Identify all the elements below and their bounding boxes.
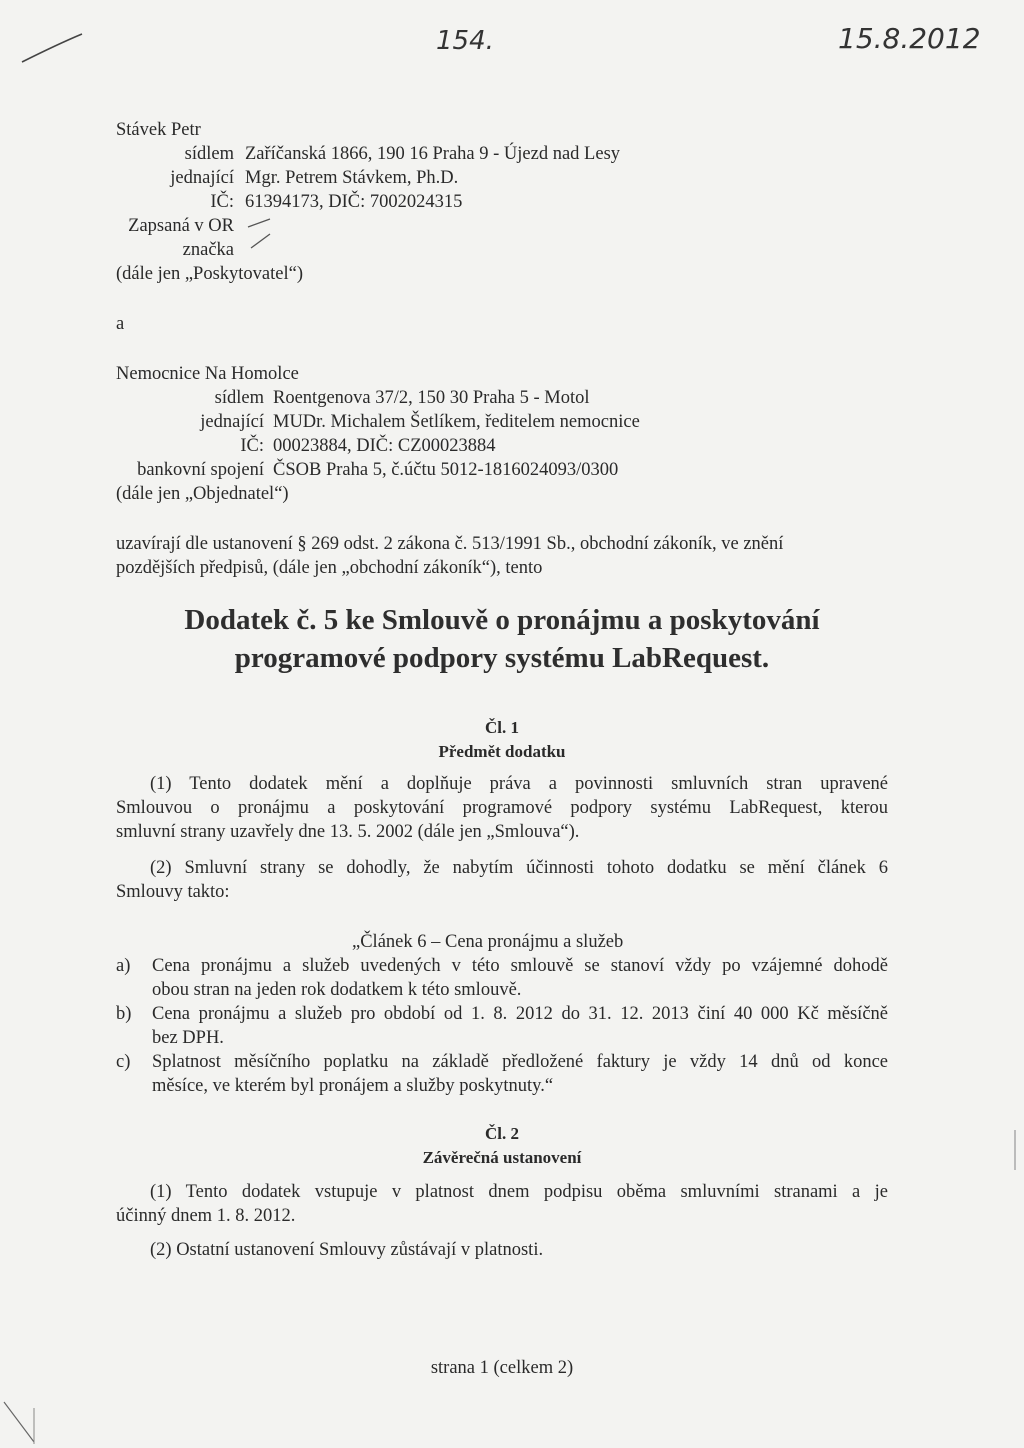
article-1-number: Čl. 1 xyxy=(485,718,519,737)
paragraph-line: Smlouvy takto: xyxy=(116,882,230,902)
paragraph-line: smluvní strany uzavřely dne 13. 5. 2002 (dále jen „Smlouva“). xyxy=(116,822,580,842)
paragraph-line: účinný dnem 1. 8. 2012. xyxy=(116,1206,296,1226)
intro-line-2: pozdějších předpisů, (dále jen „obchodní zákoník“), tento xyxy=(116,558,543,578)
client-name: Nemocnice Na Homolce xyxy=(116,364,299,384)
page-footer: strana 1 (celkem 2) xyxy=(430,1358,574,1378)
list-item-line: Cena pronájmu a služeb uvedených v této smlouvě se stanoví vždy po vzájemné dohodě xyxy=(152,956,888,976)
scan-corner-mark xyxy=(0,1398,40,1448)
paragraph-line: (1) Tento dodatek vstupuje v platnost dnem podpisu oběma smluvními stranami a je xyxy=(150,1182,888,1202)
list-item-line: Cena pronájmu a služeb pro období od 1. 8. 2012 do 31. 12. 2013 činí 40 000 Kč měsíčně xyxy=(152,1004,888,1024)
dash-mark-register xyxy=(245,216,275,230)
client-bank-value: ČSOB Praha 5, č.účtu 5012-1816024093/0300 xyxy=(273,460,619,480)
client-bank-label: bankovní spojení xyxy=(137,460,264,480)
list-item-line: obou stran na jeden rok dodatkem k této smlouvě. xyxy=(152,980,522,1000)
scan-edge-line xyxy=(1014,1130,1016,1170)
provider-seat-label: sídlem xyxy=(184,144,234,164)
paragraph-line: (2) Smluvní strany se dohodly, že nabytím účinnosti tohoto dodatku se mění článek 6 xyxy=(150,858,888,878)
quoted-article-heading: „Článek 6 – Cena pronájmu a služeb xyxy=(352,932,624,952)
paragraph-line: (1) Tento dodatek mění a doplňuje práva a povinnosti smluvních stran upravené xyxy=(150,774,888,794)
list-item xyxy=(152,1002,888,1050)
article-2-heading: Závěrečná ustanovení xyxy=(422,1148,582,1167)
list-item xyxy=(152,1050,888,1098)
client-representative-label: jednající xyxy=(200,412,264,432)
paragraph-line: Smlouvou o pronájmu a poskytování programové podpory systému LabRequest, kterou xyxy=(116,798,888,818)
provider-mark-label: značka xyxy=(182,240,234,260)
client-representative-value: MUDr. Michalem Šetlíkem, ředitelem nemocnice xyxy=(273,412,640,432)
client-ic-value: 00023884, DIČ: CZ00023884 xyxy=(273,436,496,456)
client-seat-label: sídlem xyxy=(214,388,264,408)
list-item xyxy=(152,954,888,1002)
client-ic-label: IČ: xyxy=(240,436,264,456)
article-2-number: Čl. 2 xyxy=(485,1124,519,1143)
provider-register-label: Zapsaná v OR xyxy=(128,216,234,236)
article-2-paragraph-2: (2) Ostatní ustanovení Smlouvy zůstávají v platnosti. xyxy=(150,1240,544,1260)
pen-stroke-top-left xyxy=(18,28,88,68)
provider-alias: (dále jen „Poskytovatel“) xyxy=(116,264,303,284)
client-seat-value: Roentgenova 37/2, 150 30 Praha 5 - Motol xyxy=(273,388,590,408)
list-item-line: Splatnost měsíčního poplatku na základě předložené faktury je vždy 14 dnů od konce xyxy=(152,1052,888,1072)
list-item-line: měsíce, ve kterém byl pronájem a služby poskytnuty.“ xyxy=(152,1076,554,1096)
provider-representative-label: jednající xyxy=(170,168,234,188)
handwritten-date: 15.8.2012 xyxy=(838,22,981,55)
provider-representative-value: Mgr. Petrem Stávkem, Ph.D. xyxy=(245,168,459,188)
client-alias: (dále jen „Objednatel“) xyxy=(116,484,289,504)
list-item-marker: a) xyxy=(116,956,131,976)
article-1-heading: Předmět dodatku xyxy=(438,742,566,761)
dash-mark-registry-number xyxy=(248,230,278,252)
provider-name: Stávek Petr xyxy=(116,120,201,140)
conjunction-a: a xyxy=(116,314,125,334)
article-1-paragraph-1 xyxy=(116,772,888,844)
document-title-line-1: Dodatek č. 5 ke Smlouvě o pronájmu a poskytování xyxy=(184,604,820,636)
list-item-line: bez DPH. xyxy=(152,1028,224,1048)
article-1-paragraph-2 xyxy=(116,856,888,904)
list-item-marker: b) xyxy=(116,1004,132,1024)
document-title-line-2: programové podpory systému LabRequest. xyxy=(234,642,770,674)
provider-seat-value: Zaříčanská 1866, 190 16 Praha 9 - Újezd nad Lesy xyxy=(245,144,621,164)
list-item-marker: c) xyxy=(116,1052,131,1072)
provider-ic-label: IČ: xyxy=(210,192,234,212)
intro-line-1: uzavírají dle ustanovení § 269 odst. 2 zákona č. 513/1991 Sb., obchodní zákoník, ve znění xyxy=(116,534,784,554)
provider-ic-value: 61394173, DIČ: 7002024315 xyxy=(245,192,463,212)
handwritten-number: 154. xyxy=(436,26,494,56)
article-2-paragraph-1 xyxy=(116,1180,888,1228)
